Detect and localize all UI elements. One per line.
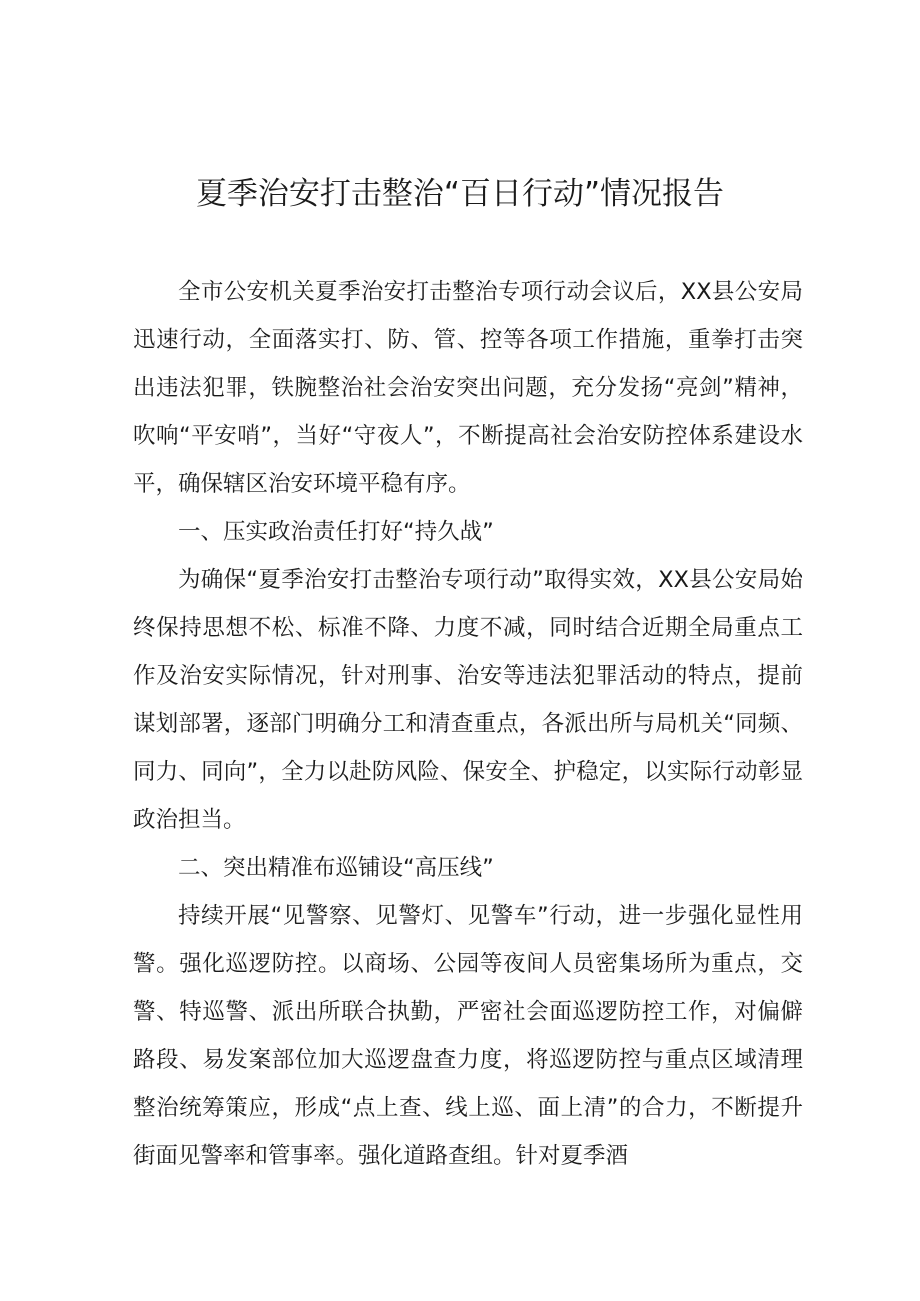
section-heading-1: 一、压实政治责任打好“持久战” bbox=[178, 519, 494, 545]
section-1-paragraph: 为确保“夏季治安打击整治专项行动”取得实效，XX县公安局始终保持思想不松、标准不降、力度不减，同时结合近期全局重点工作及治安实际情况，针对刑事、治安等违法犯罪活动的特点，提前谋划部署，逐部门明确分工和清查重点，各派出所与局机关“同频、同力、同向”，全力以赴防风险、保安全、护稳定，以实际行动彰显政治担当。 bbox=[133, 567, 803, 833]
section-2-paragraph: 持续开展“见警察、见警灯、见警车”行动，进一步强化显性用警。强化巡逻防控。以商场、公园等夜间人员密集场所为重点，交警、特巡警、派出所联合执勤，严密社会面巡逻防控工作，对偏僻路段、易发案部位加大巡逻盘查力度，将巡逻防控与重点区域清理整治统筹策应，形成“点上查、线上巡、面上清”的合力，不断提升街面见警率和管事率。强化道路查组。针对夏季酒 bbox=[133, 903, 803, 1169]
intro-paragraph: 全市公安机关夏季治安打击整治专项行动会议后，XX县公安局迅速行动，全面落实打、防、管、控等各项工作措施，重拳打击突出违法犯罪，铁腕整治社会治安突出问题，充分发扬“亮剑”精神，吹响“平安哨”，当好“守夜人”，不断提高社会治安防控体系建设水平，确保辖区治安环境平稳有序。 bbox=[133, 279, 803, 497]
document-title: 夏季治安打击整治“百日行动”情况报告 bbox=[195, 176, 725, 212]
document-body bbox=[133, 268, 803, 1180]
section-heading-2: 二、突出精准布巡铺设“高压线” bbox=[178, 855, 494, 881]
